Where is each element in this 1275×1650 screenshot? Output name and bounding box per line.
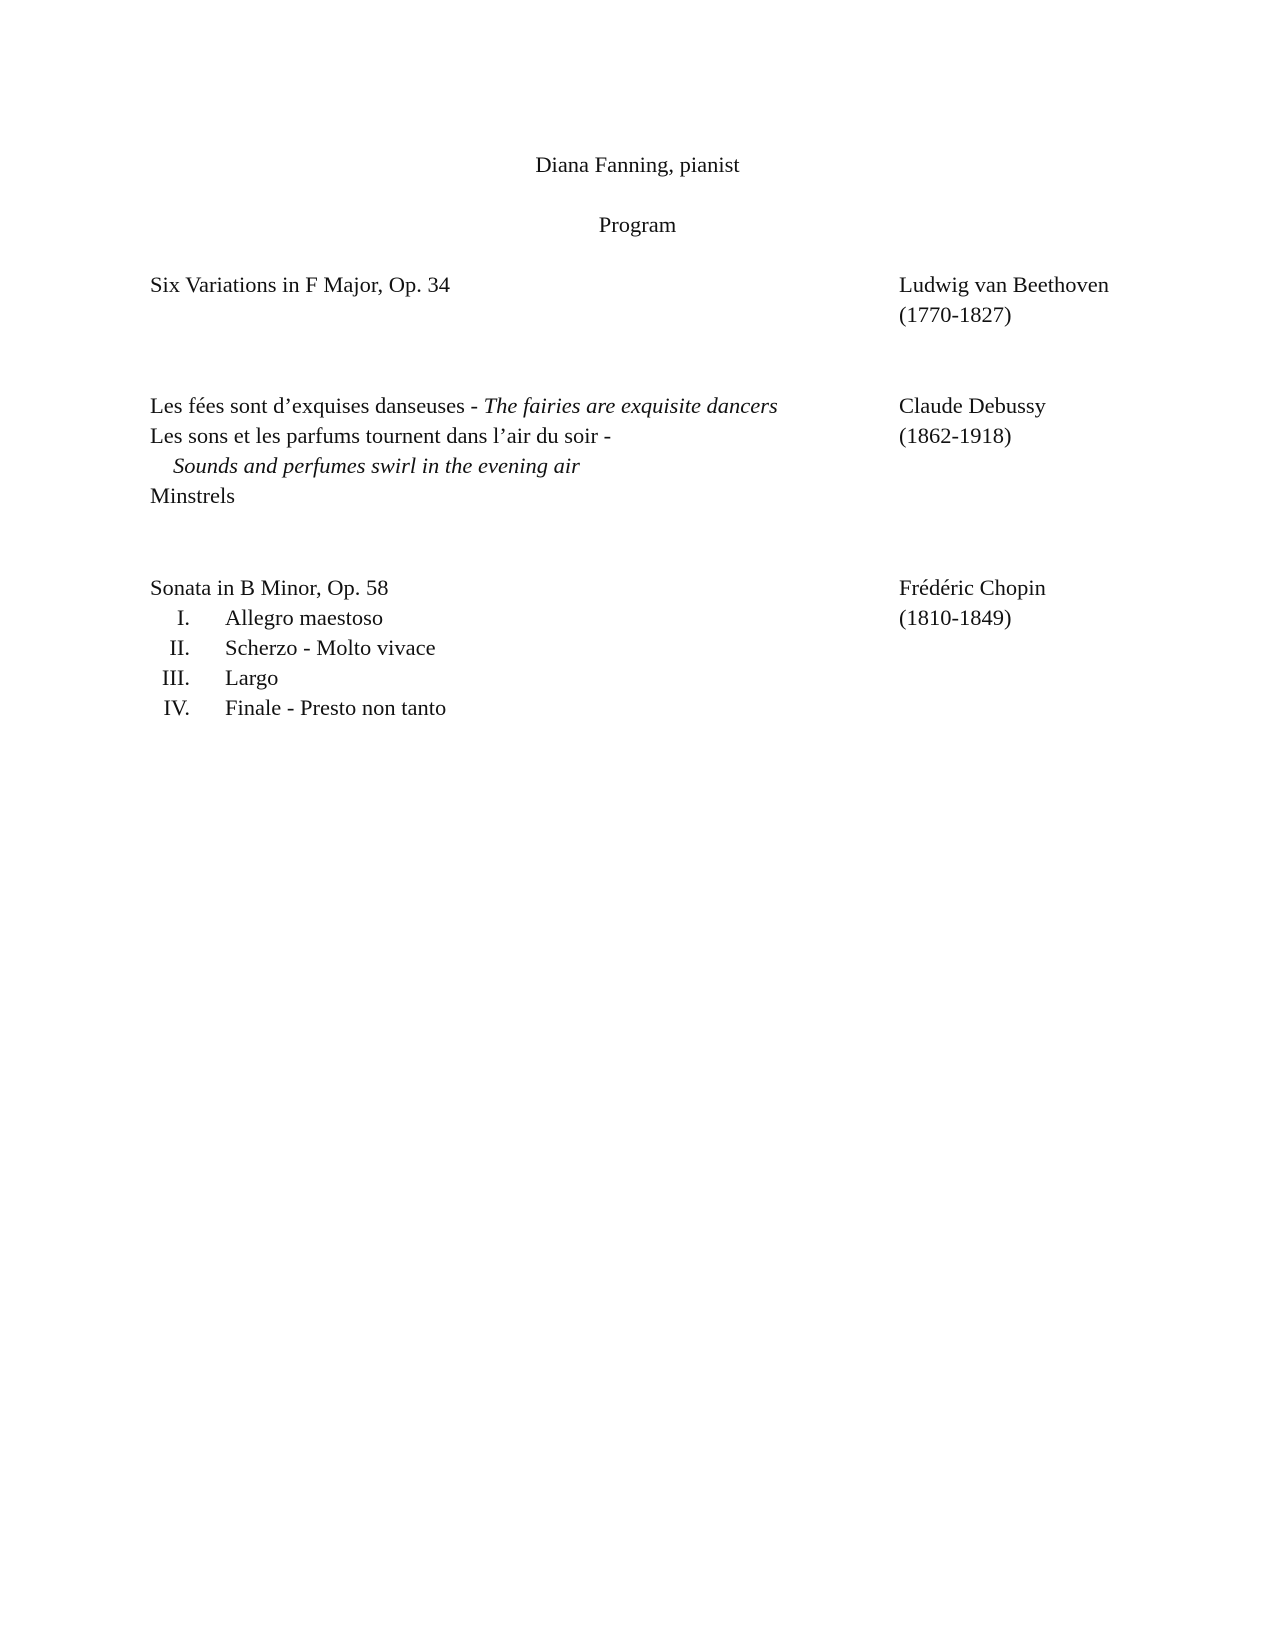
movement-title: Finale - Presto non tanto <box>225 695 447 720</box>
piece-title: Minstrels <box>150 483 236 508</box>
movement-number: II. <box>169 635 190 660</box>
movement-number: IV. <box>163 695 190 720</box>
piece-title: Sonata in B Minor, Op. 58 <box>150 575 389 600</box>
movement-number: I. <box>176 605 190 630</box>
composer-dates: (1810-1849) <box>899 605 1012 630</box>
movement-title: Scherzo - Molto vivace <box>225 635 436 660</box>
composer-dates: (1770-1827) <box>899 302 1012 327</box>
program-heading: Program <box>598 212 677 237</box>
piece-title: Les sons et les parfums tournent dans l’air du soir - <box>150 423 612 448</box>
composer-name: Ludwig van Beethoven <box>899 272 1109 297</box>
performer-title: Diana Fanning, pianist <box>535 152 740 177</box>
composer-name: Claude Debussy <box>899 393 1046 418</box>
composer-dates: (1862-1918) <box>899 423 1012 448</box>
piece-title-translation: Sounds and perfumes swirl in the evening air <box>173 453 580 478</box>
piece-title-original: Les fées sont d’exquises danseuses - <box>150 393 484 418</box>
piece-title: Six Variations in F Major, Op. 34 <box>150 272 450 297</box>
composer-name: Frédéric Chopin <box>899 575 1046 600</box>
piece-title <box>150 391 778 421</box>
movement-title: Largo <box>225 665 279 690</box>
piece-title-translation: The fairies are exquisite dancers <box>483 393 778 418</box>
movement-title: Allegro maestoso <box>225 605 384 630</box>
movement-number: III. <box>161 665 190 690</box>
